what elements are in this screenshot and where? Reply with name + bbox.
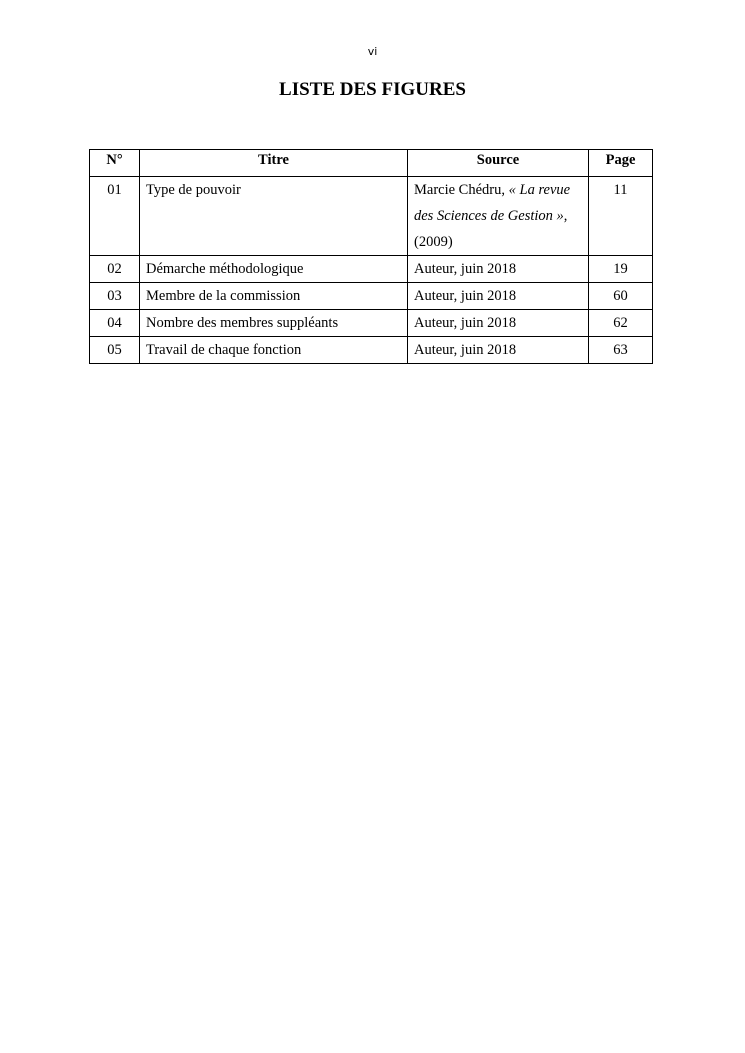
cell-source: Auteur, juin 2018 xyxy=(408,310,589,337)
source-journal-part-1: « La revue xyxy=(508,182,571,198)
page-title: LISTE DES FIGURES xyxy=(279,79,466,100)
cell-page: 60 xyxy=(589,283,653,310)
cell-titre: Membre de la commission xyxy=(140,283,408,310)
cell-num: 02 xyxy=(90,256,140,283)
table-row xyxy=(90,310,653,337)
source-journal-part-2: des Sciences de Gestion » xyxy=(414,208,564,224)
cell-page: 62 xyxy=(589,310,653,337)
header-page: Page xyxy=(589,150,653,177)
table-row xyxy=(90,283,653,310)
cell-titre: Démarche méthodologique xyxy=(140,256,408,283)
source-line-2 xyxy=(414,203,582,229)
cell-titre: Nombre des membres suppléants xyxy=(140,310,408,337)
table-row xyxy=(90,337,653,364)
cell-source xyxy=(408,177,589,256)
header-source: Source xyxy=(408,150,589,177)
figures-table xyxy=(89,149,653,364)
cell-num: 05 xyxy=(90,337,140,364)
cell-source: Auteur, juin 2018 xyxy=(408,337,589,364)
cell-page: 11 xyxy=(589,177,653,256)
cell-source: Auteur, juin 2018 xyxy=(408,283,589,310)
cell-titre: Type de pouvoir xyxy=(140,177,408,256)
source-year: (2009) xyxy=(414,234,453,250)
cell-titre: Travail de chaque fonction xyxy=(140,337,408,364)
cell-num: 03 xyxy=(90,283,140,310)
table-row xyxy=(90,177,653,256)
cell-page: 63 xyxy=(589,337,653,364)
cell-source: Auteur, juin 2018 xyxy=(408,256,589,283)
cell-page: 19 xyxy=(589,256,653,283)
source-author: Marcie Chédru, xyxy=(414,182,509,198)
cell-num: 04 xyxy=(90,310,140,337)
source-line-1 xyxy=(414,177,582,203)
header-num: N° xyxy=(90,150,140,177)
table-header-row xyxy=(90,150,653,177)
table-row xyxy=(90,256,653,283)
header-titre: Titre xyxy=(140,150,408,177)
page-number: vi xyxy=(367,45,378,58)
cell-num: 01 xyxy=(90,177,140,256)
source-comma: , xyxy=(563,208,568,224)
